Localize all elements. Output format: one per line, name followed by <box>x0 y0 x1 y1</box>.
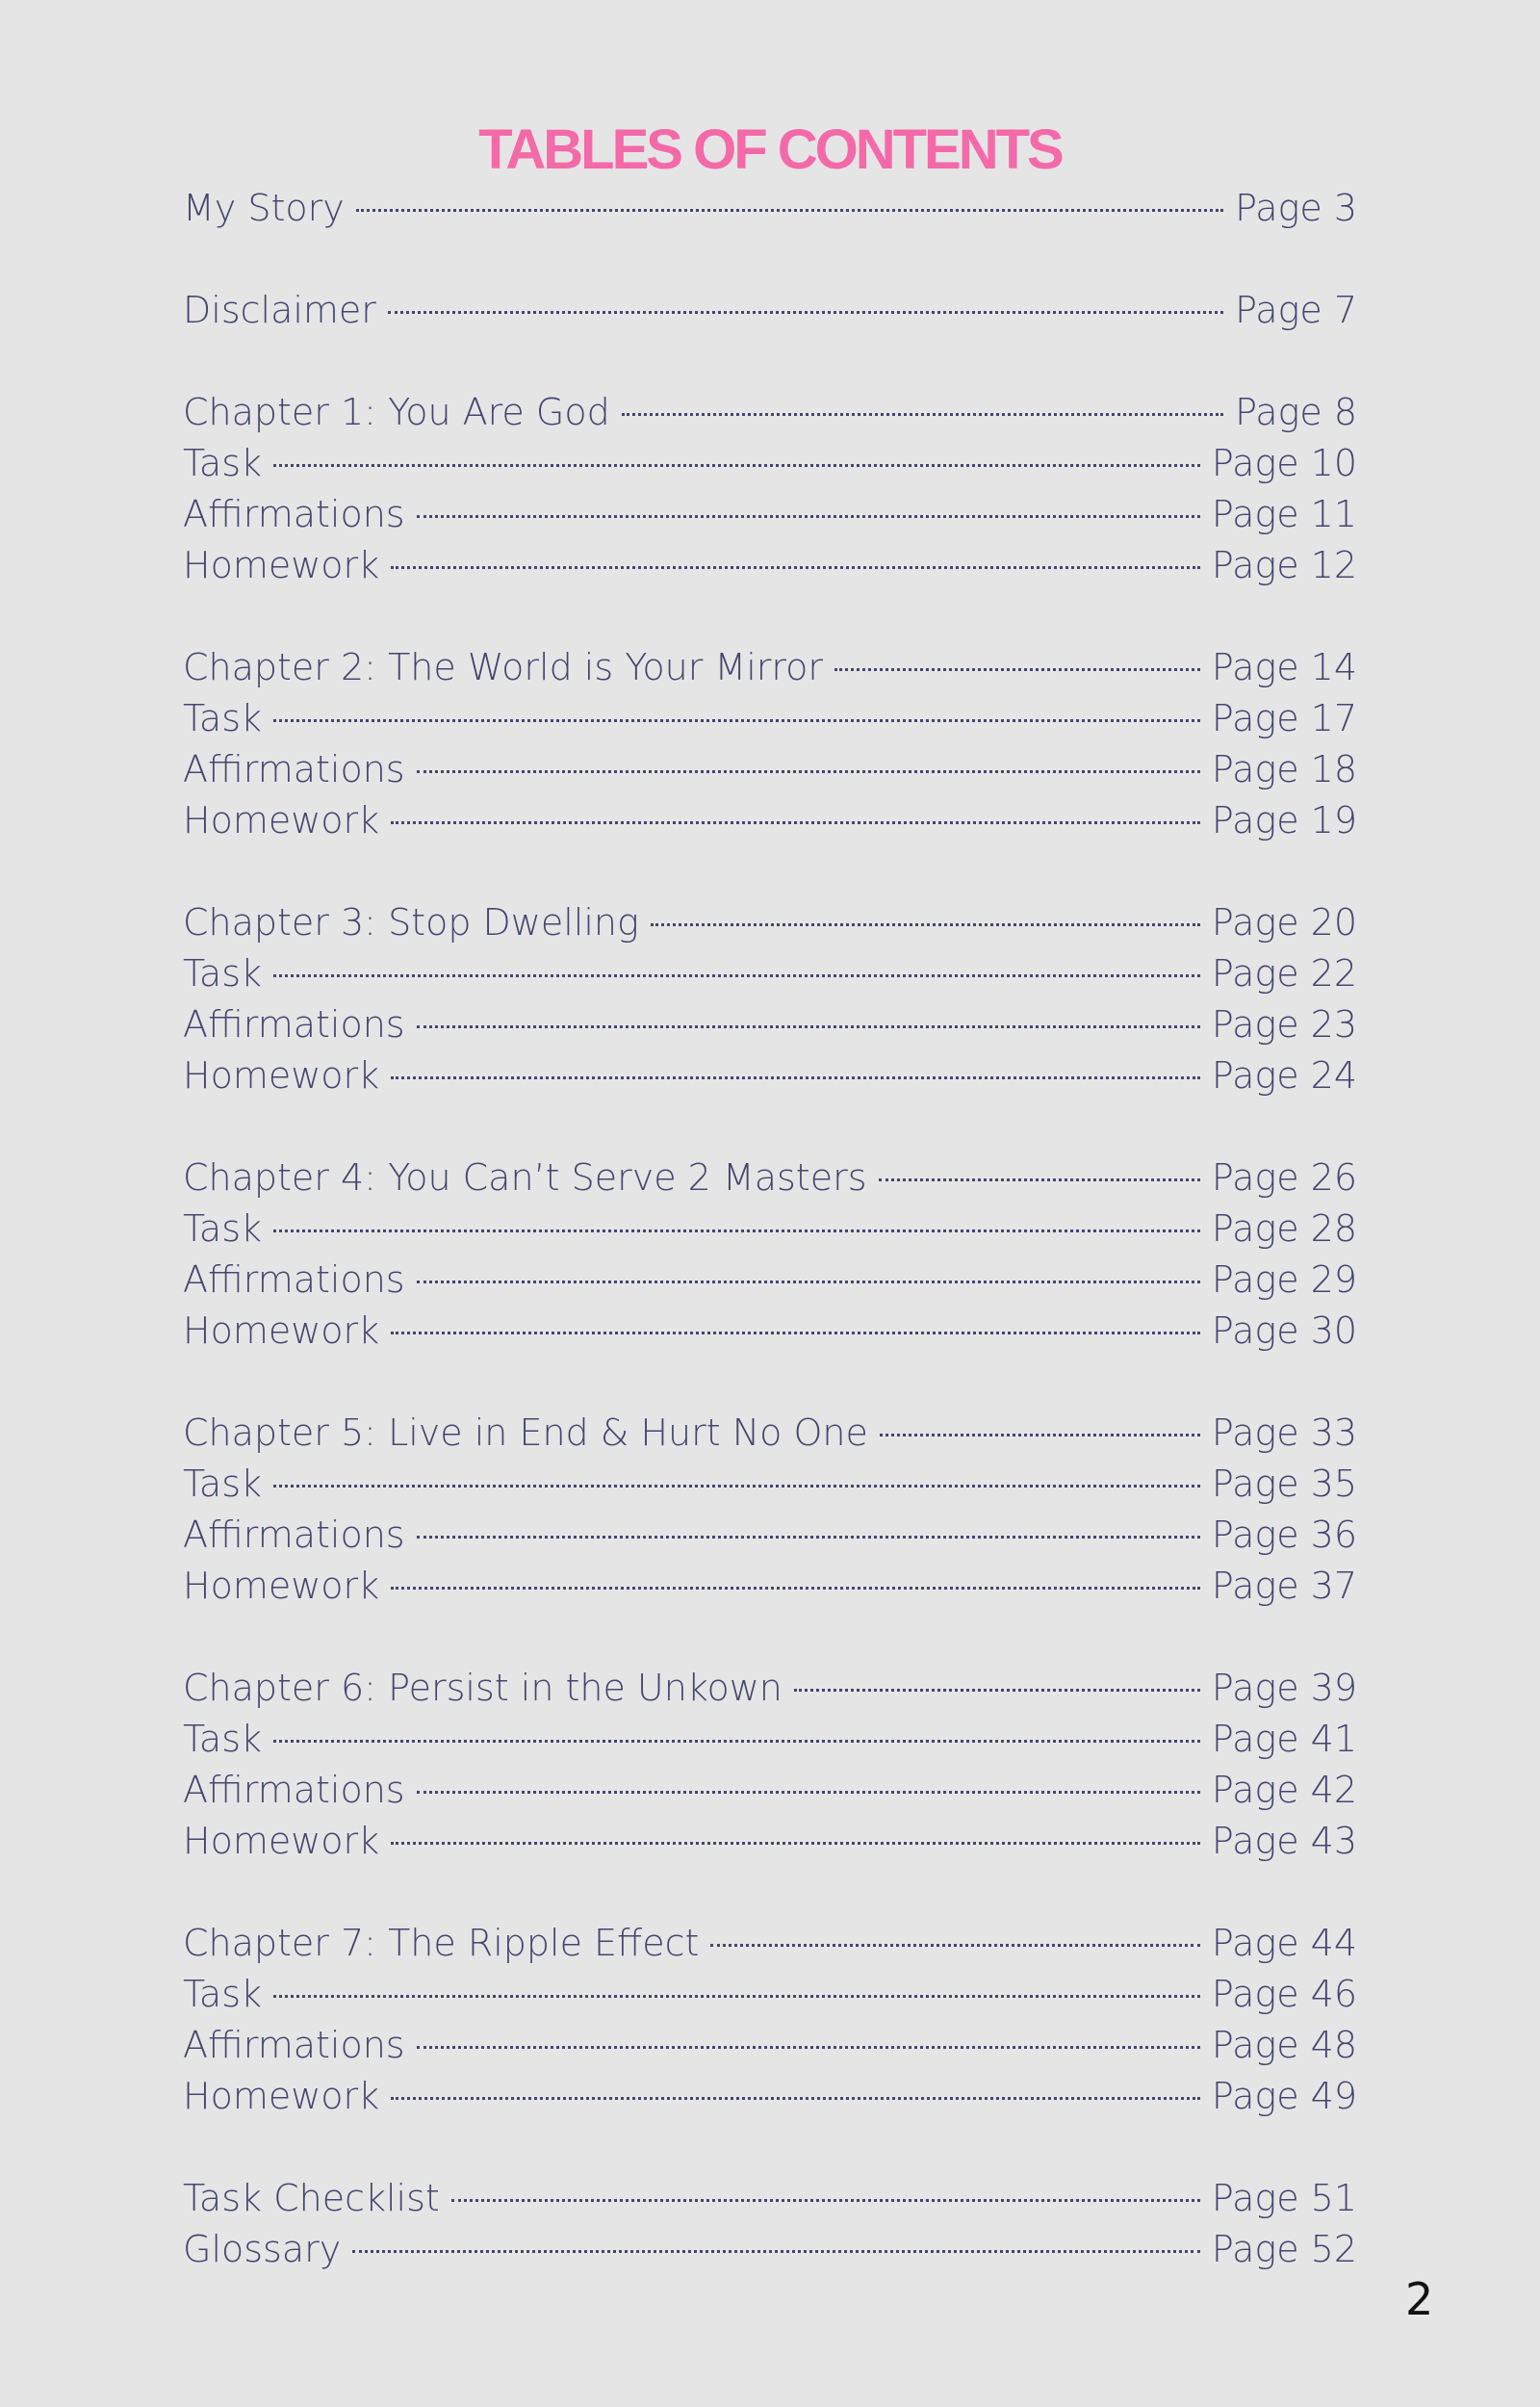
dot-leader <box>417 770 1200 773</box>
toc-entry-label: Task <box>183 697 263 739</box>
dot-leader <box>273 1229 1200 1232</box>
toc-entry-page: Page 35 <box>1211 1462 1357 1505</box>
toc-entry-page: Page 20 <box>1211 901 1357 944</box>
toc-entry-label: Task <box>183 442 263 484</box>
toc-entry-label: Affirmations <box>183 1003 405 1046</box>
toc-section <box>183 1918 1357 2122</box>
toc-entry-label: Affirmations <box>183 493 405 535</box>
dot-leader <box>794 1689 1200 1692</box>
toc-entry[interactable] <box>183 489 1357 540</box>
toc-entry[interactable] <box>183 1459 1357 1510</box>
toc-entry[interactable] <box>183 2020 1357 2071</box>
dot-leader <box>273 1995 1200 1998</box>
toc-entry-label: Homework <box>183 2075 380 2117</box>
dot-leader <box>417 2046 1200 2049</box>
toc-entry-page: Page 11 <box>1211 493 1357 535</box>
toc-entry-page: Page 37 <box>1211 1565 1357 1607</box>
dot-leader <box>391 1332 1200 1334</box>
toc-entry[interactable] <box>183 1561 1357 1612</box>
dot-leader <box>391 566 1200 569</box>
toc-entry[interactable] <box>183 642 1357 693</box>
toc-entry-page: Page 3 <box>1235 187 1357 229</box>
toc-entry-page: Page 8 <box>1235 391 1357 433</box>
dot-leader <box>273 1740 1200 1743</box>
toc-entry-page: Page 22 <box>1211 952 1357 995</box>
toc-entry[interactable] <box>183 795 1357 846</box>
toc-entry[interactable] <box>183 1510 1357 1561</box>
dot-leader <box>417 515 1200 518</box>
dot-leader <box>417 1025 1200 1028</box>
page-title: TABLES OF CONTENTS <box>478 118 1062 181</box>
toc-entry-label: Affirmations <box>183 1514 405 1556</box>
toc-entry[interactable] <box>183 387 1357 438</box>
dot-leader <box>879 1178 1200 1181</box>
toc-entry[interactable] <box>183 2173 1357 2224</box>
toc-entry-page: Page 39 <box>1211 1667 1357 1709</box>
dot-leader <box>391 1076 1200 1079</box>
dot-leader <box>391 1587 1200 1590</box>
page-number: 2 <box>1405 2273 1434 2325</box>
toc-entry-label: Homework <box>183 1309 380 1352</box>
dot-leader <box>273 1485 1200 1488</box>
toc-entry-page: Page 12 <box>1211 544 1357 586</box>
toc-section <box>183 183 1357 234</box>
toc-entry-page: Page 30 <box>1211 1309 1357 1352</box>
toc-section <box>183 897 1357 1101</box>
toc-entry-label: Affirmations <box>183 2024 405 2066</box>
toc-entry-label: Affirmations <box>183 1769 405 1811</box>
dot-leader <box>391 1842 1200 1845</box>
toc-section <box>183 2173 1357 2275</box>
dot-leader <box>417 1791 1200 1794</box>
toc-entry-page: Page 44 <box>1211 1922 1357 1964</box>
dot-leader <box>880 1434 1200 1436</box>
dot-leader <box>391 821 1200 824</box>
dot-leader <box>352 2250 1200 2253</box>
toc-entry[interactable] <box>183 1408 1357 1459</box>
toc-entry-page: Page 28 <box>1211 1207 1357 1250</box>
toc-entry-page: Page 33 <box>1211 1411 1357 1454</box>
toc-entry[interactable] <box>183 2224 1357 2275</box>
dot-leader <box>622 413 1223 416</box>
toc-section <box>183 285 1357 336</box>
toc-entry-page: Page 18 <box>1211 748 1357 790</box>
toc-entry-page: Page 14 <box>1211 646 1357 688</box>
toc-entry-label: Chapter 7: The Ripple Effect <box>183 1922 700 1964</box>
dot-leader <box>834 668 1200 671</box>
toc-entry-label: Task <box>183 1462 263 1505</box>
toc-entry-page: Page 24 <box>1211 1054 1357 1097</box>
toc-entry-label: Affirmations <box>183 1258 405 1301</box>
toc-entry[interactable] <box>183 1765 1357 1816</box>
toc-entry[interactable] <box>183 1050 1357 1101</box>
dot-leader <box>356 209 1223 212</box>
dot-leader <box>417 1281 1200 1283</box>
toc-entry-page: Page 23 <box>1211 1003 1357 1046</box>
toc-entry-label: Chapter 1: You Are God <box>183 391 610 433</box>
toc-entry-page: Page 42 <box>1211 1769 1357 1811</box>
dot-leader <box>273 974 1200 977</box>
dot-leader <box>451 2199 1200 2202</box>
toc-entry[interactable] <box>183 999 1357 1050</box>
dot-leader <box>391 2097 1200 2100</box>
toc-section <box>183 1408 1357 1612</box>
toc-entry-label: Chapter 3: Stop Dwelling <box>183 901 639 944</box>
toc-entry-label: Homework <box>183 544 380 586</box>
toc-entry-page: Page 48 <box>1211 2024 1357 2066</box>
toc-entry-page: Page 26 <box>1211 1156 1357 1199</box>
toc-entry-page: Page 51 <box>1211 2177 1357 2219</box>
toc-entry-page: Page 10 <box>1211 442 1357 484</box>
toc-entry-page: Page 19 <box>1211 799 1357 841</box>
toc-entry-label: Homework <box>183 799 380 841</box>
toc-entry[interactable] <box>183 1969 1357 2020</box>
toc-entry-label: Task <box>183 1973 263 2015</box>
dot-leader <box>651 923 1200 926</box>
table-of-contents <box>183 183 1357 2326</box>
toc-section <box>183 387 1357 591</box>
toc-entry[interactable] <box>183 1306 1357 1357</box>
toc-entry[interactable] <box>183 1204 1357 1255</box>
toc-entry-label: Chapter 6: Persist in the Unkown <box>183 1667 783 1709</box>
toc-entry[interactable] <box>183 1918 1357 1969</box>
toc-entry[interactable] <box>183 1255 1357 1306</box>
toc-entry-label: Chapter 2: The World is Your Mirror <box>183 646 824 688</box>
dot-leader <box>710 1944 1199 1947</box>
toc-entry-page: Page 41 <box>1211 1718 1357 1760</box>
toc-entry[interactable] <box>183 540 1357 591</box>
toc-entry-label: Chapter 4: You Can’t Serve 2 Masters <box>183 1156 867 1199</box>
toc-entry-label: Disclaimer <box>183 289 376 331</box>
toc-entry-page: Page 49 <box>1211 2075 1357 2117</box>
dot-leader <box>388 311 1223 314</box>
toc-entry[interactable] <box>183 1816 1357 1867</box>
toc-section <box>183 1152 1357 1357</box>
toc-entry-page: Page 36 <box>1211 1514 1357 1556</box>
toc-entry[interactable] <box>183 183 1357 234</box>
toc-entry-page: Page 46 <box>1211 1973 1357 2015</box>
toc-entry[interactable] <box>183 2071 1357 2122</box>
toc-entry[interactable] <box>183 285 1357 336</box>
dot-leader <box>417 1536 1200 1539</box>
toc-entry[interactable] <box>183 897 1357 948</box>
toc-entry-label: Task <box>183 1718 263 1760</box>
toc-entry-label: Homework <box>183 1565 380 1607</box>
toc-entry-label: Chapter 5: Live in End & Hurt No One <box>183 1411 868 1454</box>
toc-entry[interactable] <box>183 744 1357 795</box>
toc-entry-label: Glossary <box>183 2228 342 2270</box>
toc-entry-page: Page 52 <box>1211 2228 1357 2270</box>
toc-entry[interactable] <box>183 1663 1357 1714</box>
toc-entry-label: Affirmations <box>183 748 405 790</box>
toc-entry-page: Page 29 <box>1211 1258 1357 1301</box>
toc-entry[interactable] <box>183 1152 1357 1204</box>
toc-entry[interactable] <box>183 693 1357 744</box>
toc-entry[interactable] <box>183 438 1357 489</box>
toc-section <box>183 1663 1357 1867</box>
dot-leader <box>273 719 1200 722</box>
toc-entry-label: Task Checklist <box>183 2177 440 2219</box>
toc-entry-label: My Story <box>183 187 345 229</box>
toc-section <box>183 642 1357 846</box>
toc-entry-page: Page 17 <box>1211 697 1357 739</box>
toc-entry-label: Task <box>183 1207 263 1250</box>
toc-entry-label: Task <box>183 952 263 995</box>
dot-leader <box>273 464 1200 467</box>
toc-entry[interactable] <box>183 1714 1357 1765</box>
toc-entry-label: Homework <box>183 1820 380 1862</box>
toc-entry[interactable] <box>183 948 1357 999</box>
toc-entry-page: Page 43 <box>1211 1820 1357 1862</box>
toc-entry-page: Page 7 <box>1235 289 1357 331</box>
toc-entry-label: Homework <box>183 1054 380 1097</box>
